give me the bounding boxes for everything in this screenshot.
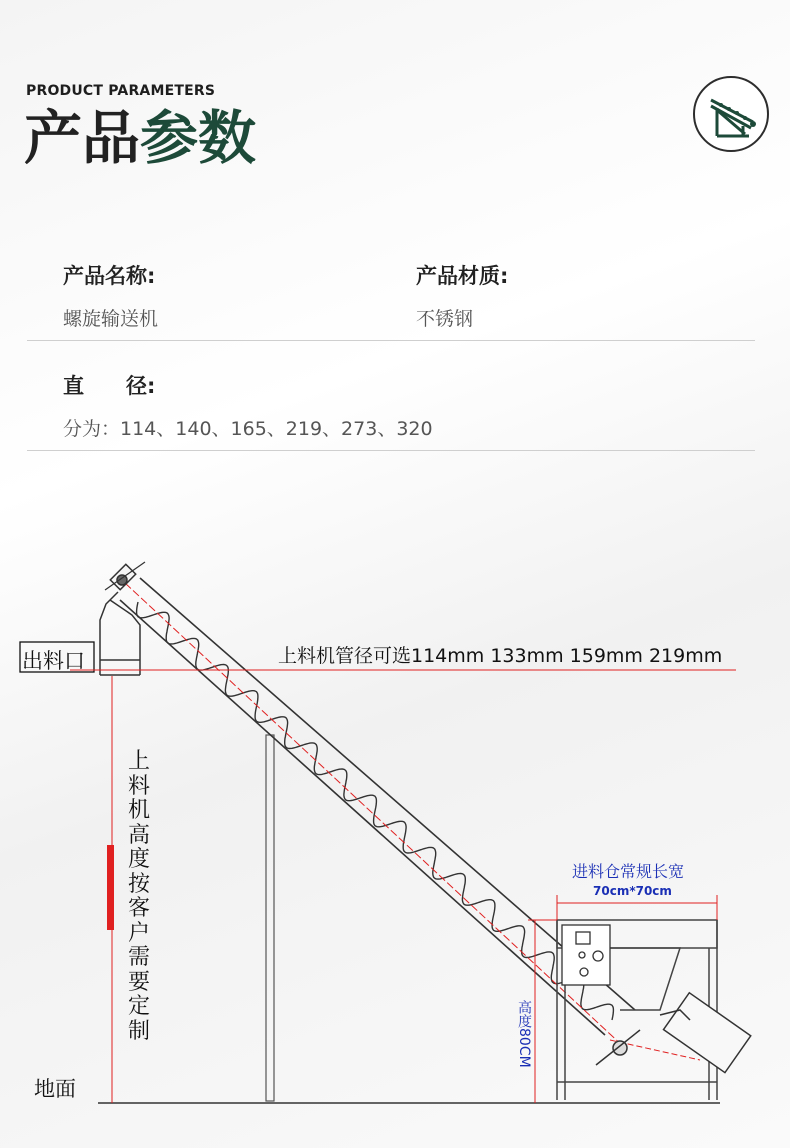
- divider: [27, 450, 755, 451]
- outlet-label: 出料口: [22, 649, 85, 673]
- conveyor-icon: [695, 78, 767, 150]
- divider: [27, 340, 755, 341]
- hopper-size-label: 70cm*70cm: [593, 884, 672, 898]
- page-title-part2: 参数: [140, 104, 257, 172]
- product-name-label: 产品名称:: [63, 264, 156, 288]
- pipe-diameter-label: 上料机管径可选114mm 133mm 159mm 219mm: [278, 645, 723, 667]
- diameter-label: 直 径:: [63, 374, 156, 398]
- ground-label: 地面: [34, 1077, 76, 1101]
- height-label: 上料机高度按客户需要定制: [127, 749, 150, 1044]
- hopper-height-label: 高度80CM: [516, 1000, 532, 1068]
- conveyor-badge: [693, 76, 769, 152]
- diameter-value: 分为：114、140、165、219、273、320: [63, 418, 433, 440]
- product-name-value: 螺旋输送机: [63, 308, 159, 330]
- screw-conveyor-diagram: [0, 540, 790, 1148]
- page-title-part1: 产品: [24, 104, 141, 172]
- product-material-label: 产品材质:: [416, 264, 509, 288]
- page-title: [24, 102, 256, 174]
- hopper-title-label: 进料仓常规长宽: [572, 862, 685, 881]
- product-material-value: 不锈钢: [416, 308, 474, 330]
- subtitle-en: PRODUCT PARAMETERS: [26, 83, 216, 99]
